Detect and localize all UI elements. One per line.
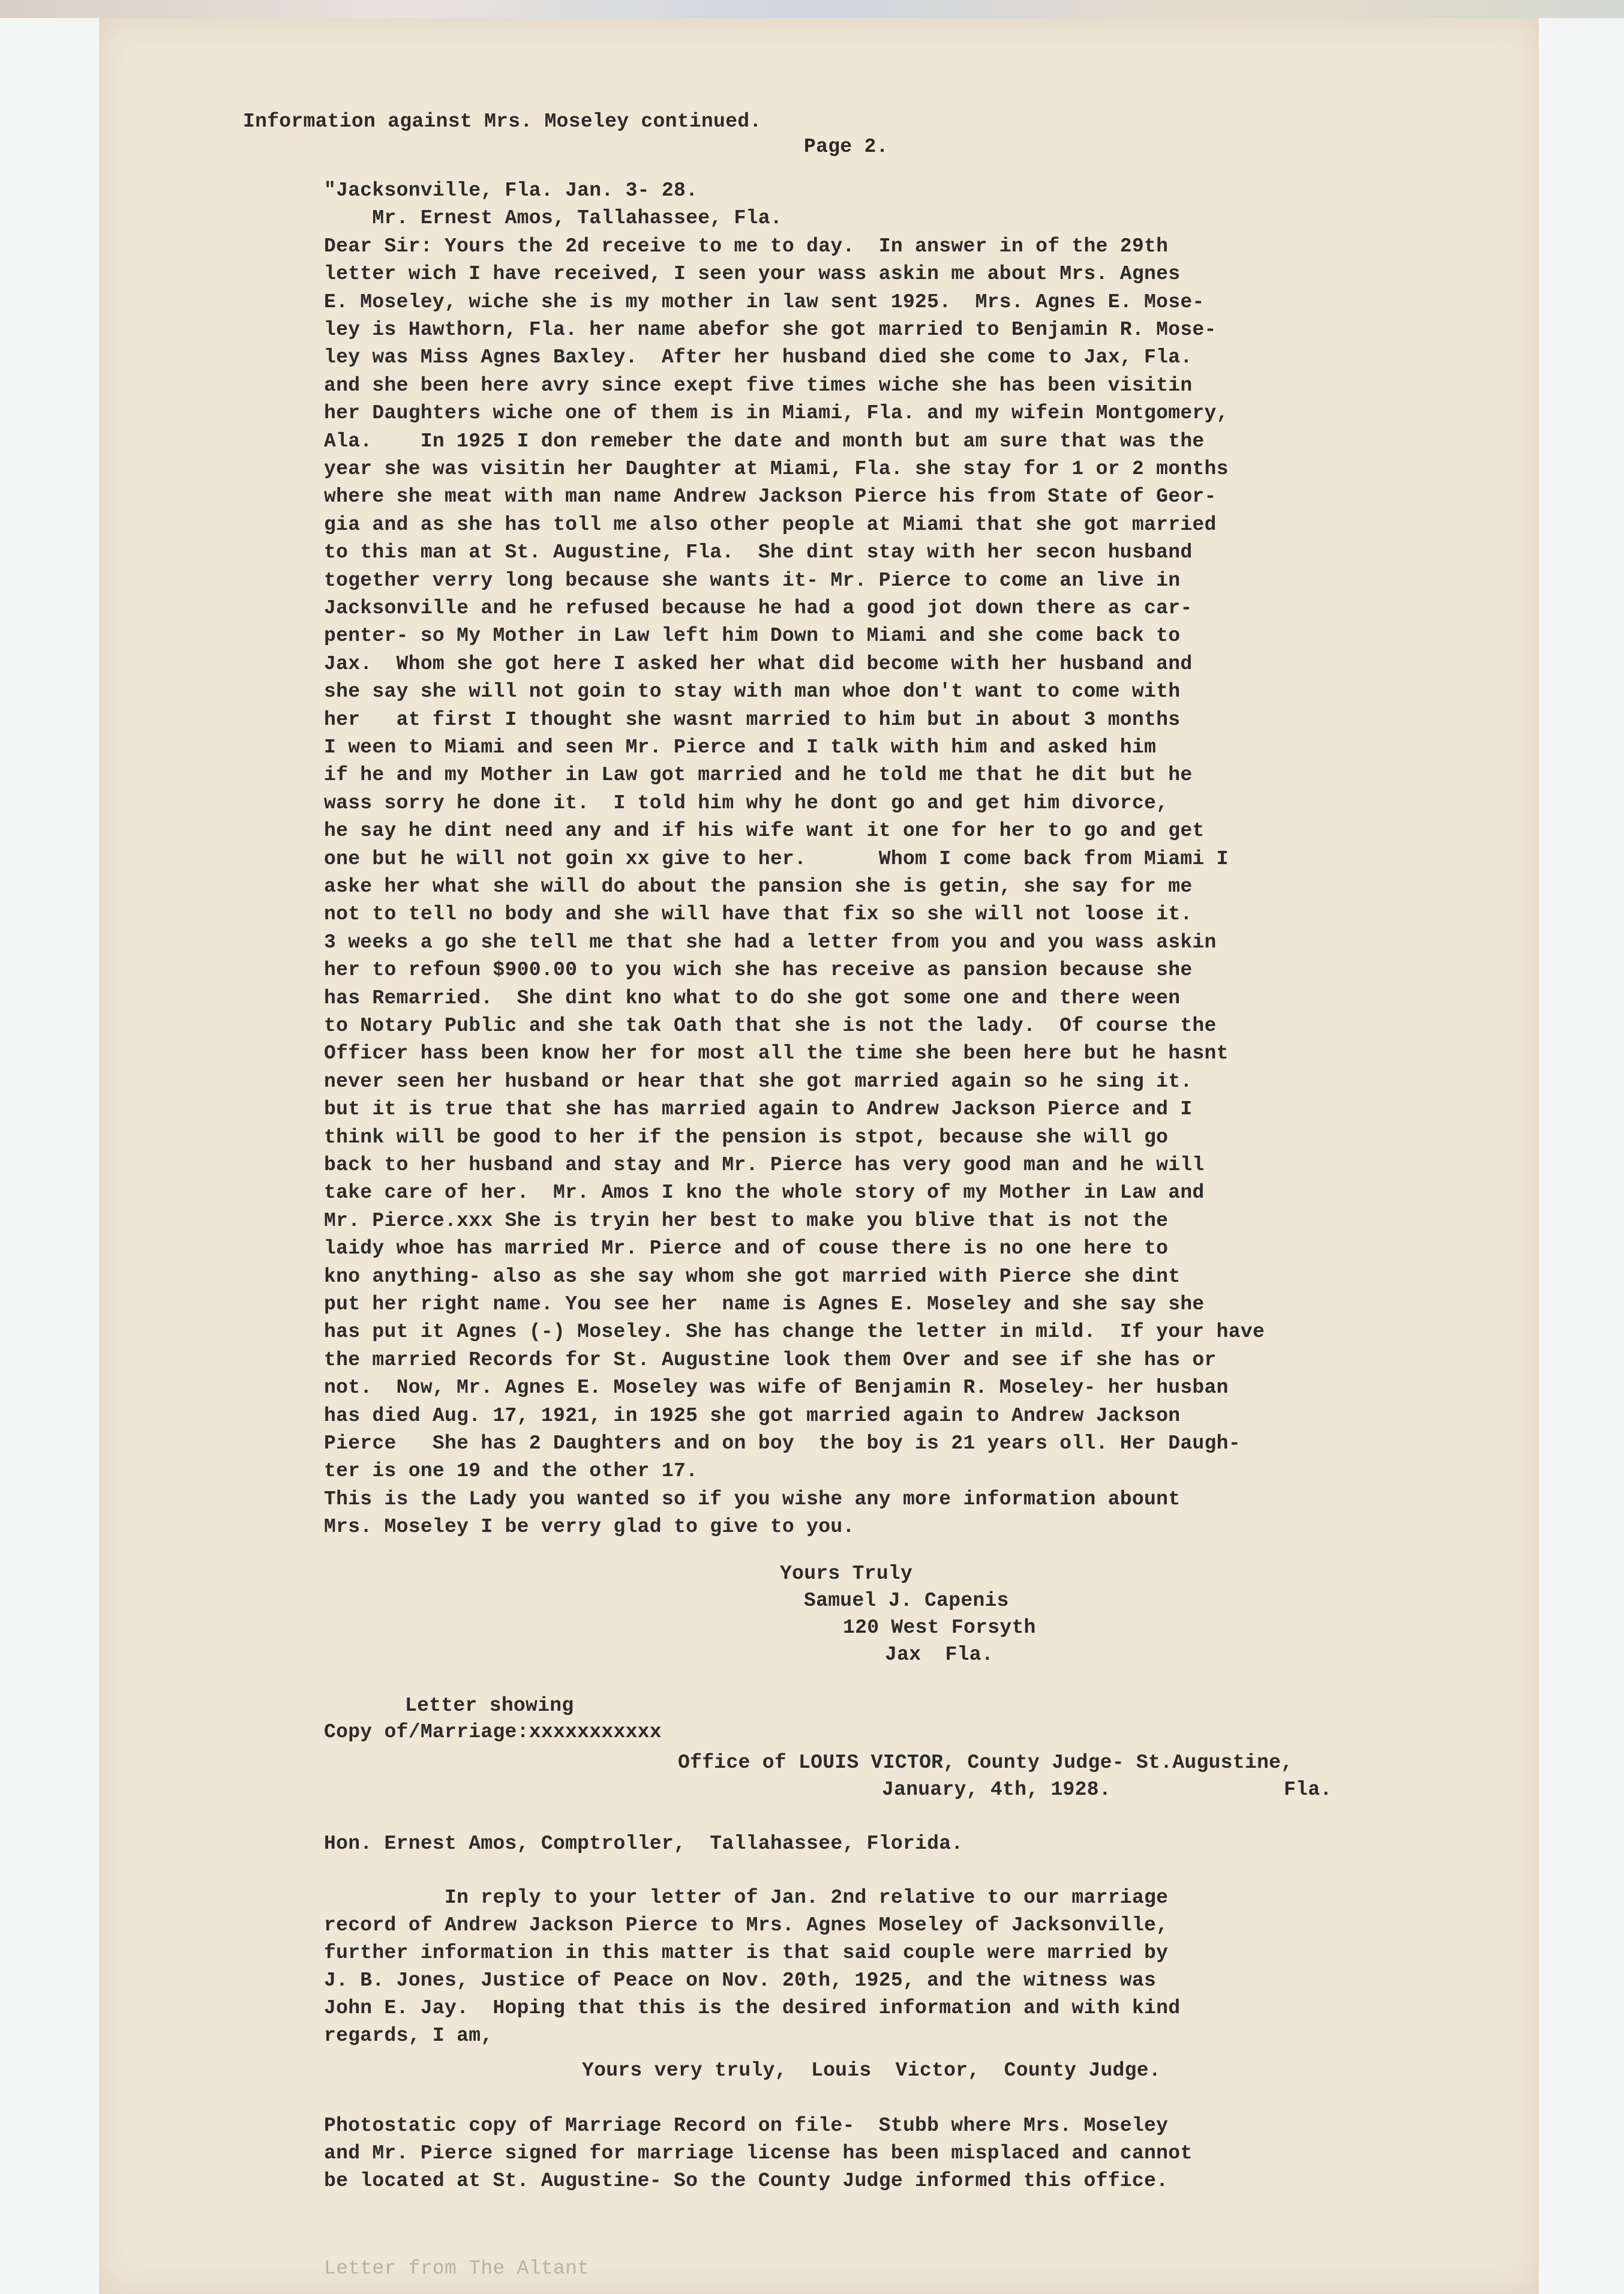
letter-line: Mr. Ernest Amos, Tallahassee, Fla. xyxy=(324,207,782,230)
recipient-address: Hon. Ernest Amos, Comptroller, Tallahassee, Florida. xyxy=(324,1833,963,1855)
letter-closing: Yours Truly xyxy=(780,1563,913,1585)
faint-footer-text: Letter from The Altant xyxy=(324,2257,590,2280)
letter-line: penter- so My Mother in Law left him Down to Miami and she come back to xyxy=(324,625,1181,647)
judge-letter-line: regards, I am, xyxy=(324,2025,493,2047)
letter-line: Jacksonville and he refused because he had a good jot down there as car- xyxy=(324,597,1193,619)
letter-line: together verry long because she wants it- Mr. Pierce to come an live in xyxy=(324,569,1181,592)
letter-line: "Jacksonville, Fla. Jan. 3- 28. xyxy=(324,179,698,202)
letter-line: wass sorry he done it. I told him why he dont go and get him divorce, xyxy=(324,791,1169,814)
file-note-line: Photostatic copy of Marriage Record on file- Stubb where Mrs. Moseley xyxy=(324,2115,1169,2137)
document-page xyxy=(99,18,1539,2294)
signature-address: 120 West Forsyth xyxy=(843,1617,1036,1639)
letter-line: has died Aug. 17, 1921, in 1925 she got married again to Andrew Jackson xyxy=(324,1404,1181,1427)
letter-line: think will be good to her if the pension is stpot, because she will go xyxy=(324,1126,1169,1149)
section-heading: Copy of/Marriage:xxxxxxxxxxx xyxy=(324,1721,662,1743)
letter-line: not. Now, Mr. Agnes E. Moseley was wife of Benjamin R. Moseley- her husban xyxy=(324,1377,1229,1399)
judge-letter-date: January, 4th, 1928. xyxy=(882,1779,1111,1801)
document-title: Information against Mrs. Moseley continued. xyxy=(243,110,762,133)
judge-letter-line: John E. Jay. Hoping that this is the desired information and with kind xyxy=(324,1997,1181,2019)
letter-line: her Daughters wiche one of them is in Miami, Fla. and my wifein Montgomery, xyxy=(324,402,1229,425)
letter-line: her to refoun $900.00 to you wich she has receive as pansion because she xyxy=(324,959,1193,982)
judge-letter-line: In reply to your letter of Jan. 2nd relative to our marriage xyxy=(324,1887,1169,1909)
letter-line: Dear Sir: Yours the 2d receive to me to day. In answer in of the 29th xyxy=(324,235,1169,257)
signature-city: Jax Fla. xyxy=(885,1644,993,1666)
file-note-line: be located at St. Augustine- So the County Judge informed this office. xyxy=(324,2170,1169,2192)
letter-line: ley is Hawthorn, Fla. her name abefor she got married to Benjamin R. Mose- xyxy=(324,319,1217,341)
letter-line: Pierce She has 2 Daughters and on boy the boy is 21 years oll. Her Daugh- xyxy=(324,1432,1241,1455)
letter-line: Officer hass been know her for most all the time she been here but he hasnt xyxy=(324,1042,1229,1065)
letter-line: has Remarried. She dint kno what to do she got some one and there ween xyxy=(324,986,1181,1009)
judge-letter-line: further information in this matter is that said couple were married by xyxy=(324,1942,1169,1964)
judge-letter-state: Fla. xyxy=(1284,1779,1332,1801)
letter-line: the married Records for St. Augustine look them Over and see if she has or xyxy=(324,1348,1217,1371)
letter-line: ley was Miss Agnes Baxley. After her husband died she come to Jax, Fla. xyxy=(324,346,1193,369)
letter-line: year she was visitin her Daughter at Miami, Fla. she stay for 1 or 2 months xyxy=(324,458,1229,480)
letter-line: letter wich I have received, I seen your wass askin me about Mrs. Agnes xyxy=(324,263,1181,286)
letter-line: Mr. Pierce.xxx She is tryin her best to make you blive that is not the xyxy=(324,1209,1169,1232)
letter-line: she say she will not goin to stay with man whoe don't want to come with xyxy=(324,680,1181,703)
file-note-line: and Mr. Pierce signed for marriage license has been misplaced and cannot xyxy=(324,2142,1193,2164)
letter-line: back to her husband and stay and Mr. Pierce has very good man and he will xyxy=(324,1154,1205,1176)
letter-line: take care of her. Mr. Amos I kno the whole story of my Mother in Law and xyxy=(324,1182,1205,1204)
letter-line: never seen her husband or hear that she got married again so he sing it. xyxy=(324,1070,1193,1093)
judge-office-line: Office of LOUIS VICTOR, County Judge- St.Augustine, xyxy=(678,1752,1293,1774)
letter-line: ter is one 19 and the other 17. xyxy=(324,1460,698,1483)
letter-line: where she meat with man name Andrew Jackson Pierce his from State of Geor- xyxy=(324,485,1217,508)
page-number: Page 2. xyxy=(804,136,888,158)
signature-name: Samuel J. Capenis xyxy=(804,1590,1009,1612)
letter-line: E. Moseley, wiche she is my mother in law sent 1925. Mrs. Agnes E. Mose- xyxy=(324,290,1205,313)
letter-line: aske her what she will do about the pansion she is getin, she say for me xyxy=(324,875,1193,898)
letter-line: to this man at St. Augustine, Fla. She dint stay with her secon husband xyxy=(324,541,1193,564)
letter-line: Ala. In 1925 I don remeber the date and month but am sure that was the xyxy=(324,430,1205,452)
letter-line: This is the Lady you wanted so if you wishe any more information abount xyxy=(324,1488,1181,1510)
letter-line: Jax. Whom she got here I asked her what did become with her husband and xyxy=(324,652,1193,675)
judge-letter-line: J. B. Jones, Justice of Peace on Nov. 20th, 1925, and the witness was xyxy=(324,1969,1157,1992)
letter-line: he say he dint need any and if his wife want it one for her to go and get xyxy=(324,820,1205,842)
letter-line: has put it Agnes (-) Moseley. She has change the letter in mild. If your have xyxy=(324,1321,1265,1344)
letter-line: Mrs. Moseley I be verry glad to give to you. xyxy=(324,1516,855,1539)
letter-line: put her right name. You see her name is Agnes E. Moseley and she say she xyxy=(324,1293,1205,1315)
letter-line: I ween to Miami and seen Mr. Pierce and I talk with him and asked him xyxy=(324,736,1157,758)
scan-edge xyxy=(0,0,1624,18)
letter-line: if he and my Mother in Law got married and he told me that he dit but he xyxy=(324,764,1193,787)
letter-line: and she been here avry since exept five times wiche she has been visitin xyxy=(324,374,1193,397)
letter-line: laidy whoe has married Mr. Pierce and of couse there is no one here to xyxy=(324,1237,1169,1260)
letter-line: one but he will not goin xx give to her. Whom I come back from Miami I xyxy=(324,847,1229,870)
judge-letter-line: record of Andrew Jackson Pierce to Mrs. Agnes Moseley of Jacksonville, xyxy=(324,1914,1169,1936)
section-heading: Letter showing xyxy=(405,1695,574,1717)
letter-line: to Notary Public and she tak Oath that she is not the lady. Of course the xyxy=(324,1015,1217,1037)
letter-line: but it is true that she has married again to Andrew Jackson Pierce and I xyxy=(324,1098,1193,1121)
judge-closing: Yours very truly, Louis Victor, County Judge. xyxy=(582,2059,1161,2082)
letter-line: kno anything- also as she say whom she got married with Pierce she dint xyxy=(324,1265,1181,1288)
letter-line: not to tell no body and she will have that fix so she will not loose it. xyxy=(324,903,1193,926)
letter-line: gia and as she has toll me also other people at Miami that she got married xyxy=(324,513,1217,536)
letter-line: 3 weeks a go she tell me that she had a letter from you and you wass askin xyxy=(324,931,1217,953)
letter-line: her at first I thought she wasnt married to him but in about 3 months xyxy=(324,708,1181,731)
